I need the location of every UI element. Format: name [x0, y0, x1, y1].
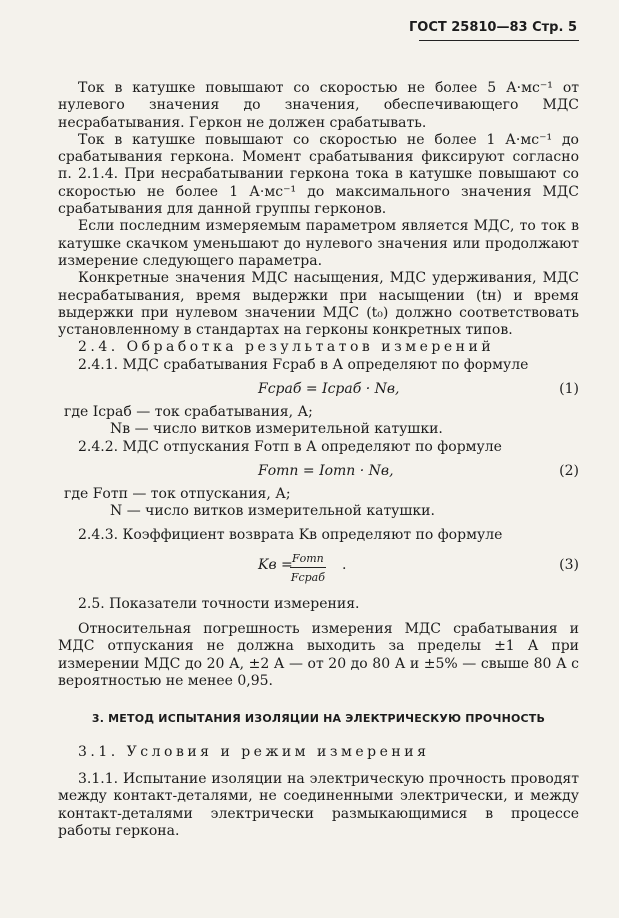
section-title: 3. МЕТОД ИСПЫТАНИЯ ИЗОЛЯЦИИ НА ЭЛЕКТРИЧЕСКУЮ ПРОЧНОСТЬ: [91, 712, 546, 726]
paragraph: 2.4.1. МДС срабатывания Fсраб в А определяют по формуле: [78, 356, 529, 373]
formula-number: (2): [559, 462, 579, 479]
formula-1: [58, 374, 579, 404]
paragraph: 2.4.2. МДС отпускания Fотп в А определяют по формуле: [78, 438, 502, 455]
paragraph: Относительная погрешность измерения МДС срабатывания и МДС отпускания не должна выходить за пределы ±1 А при измерении МДС до 20 А, ±2 А — от 20 до 80 А и ±5% — свыше 80 А с вероятностью не менее 0,95.: [58, 621, 579, 690]
paragraph: Ток в катушке повышают со скоростью не более 5 А·мс⁻¹ от нулевого значения до значения, обеспечивающего МДС несрабатывания. Геркон не должен срабатывать.: [58, 80, 579, 131]
definition: где Iсраб — ток срабатывания, А;: [64, 404, 313, 421]
paragraph: Конкретные значения МДС насыщения, МДС удерживания, МДС несрабатывания, время выдержки при насыщении (tн) и время выдержки при нулевом значении МДС (t₀) должно соответствовать установленному в стандартах на герконы конкретных типов.: [58, 270, 579, 339]
formula-2: [58, 456, 579, 486]
subsection-heading: 3.1. Условия и режим измерения: [78, 743, 430, 760]
paragraph: 3.1.1. Испытание изоляции на электрическую прочность проводят между контакт-деталями, не соединенными электрически, и между контакт-деталями электрически размыкающимися в процессе работы геркона.: [58, 770, 579, 839]
formula-text: Fотп = Iотп · Nв,: [258, 462, 394, 479]
formula-lhs: Kв =: [258, 556, 293, 573]
definition: N — число витков измерительной катушки.: [110, 503, 435, 520]
formula-3: [58, 544, 579, 590]
paragraph: Ток в катушке повышают со скоростью не более 1 А·мс⁻¹ до срабатывания геркона. Момент срабатывания фиксируют согласно п. 2.1.4. При несрабатывании геркона тока в катушке повышают со скоростью не более 1 А·мс⁻¹ до максимального значения МДС срабатывания для данной группы герконов.: [58, 131, 579, 218]
fraction-numerator: Fотп: [290, 550, 326, 568]
paragraph: 2.4.3. Коэффициент возврата Kв определяют по формуле: [78, 526, 503, 543]
definition: где Fотп — ток отпускания, А;: [64, 485, 291, 502]
definition: Nв — число витков измерительной катушки.: [110, 421, 443, 438]
formula-number: (3): [559, 556, 579, 573]
fraction-denominator: Fсраб: [290, 571, 325, 585]
formula-fraction: [290, 550, 326, 587]
formula-text: Fсраб = Iсраб · Nв,: [258, 381, 400, 398]
formula-number: (1): [559, 381, 579, 398]
formula-dot: .: [342, 556, 347, 573]
paragraph: Если последним измеряемым параметром является МДС, то ток в катушке скачком уменьшают до нулевого значения или продолжают измерение следующего параметра.: [58, 218, 579, 269]
page-header: ГОСТ 25810—83 Стр. 5: [408, 20, 577, 35]
subsection-heading: 2.5. Показатели точности измерения.: [78, 595, 360, 612]
document-body: [58, 80, 579, 840]
subsection-heading: 2.4. Обработка результатов измерений: [78, 339, 495, 356]
header-rule: [419, 40, 579, 41]
